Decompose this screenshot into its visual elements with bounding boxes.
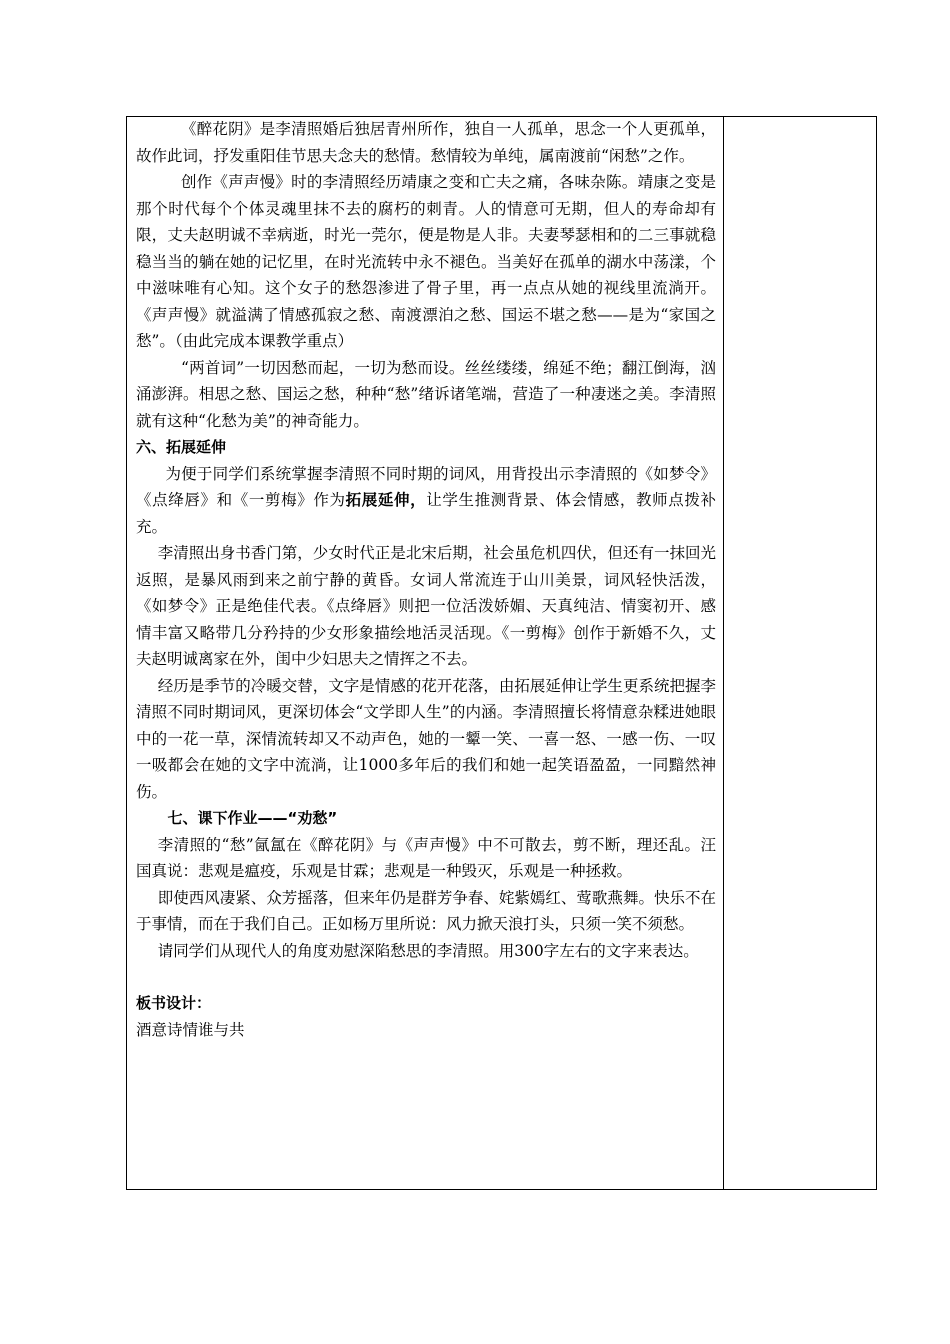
paragraph-homework-1: 李清照的“愁”氤氲在《醉花阴》与《声声慢》中不可散去，剪不断，理还乱。汪国真说：悲观是瘟疫，乐观是甘霖；悲观是一种毁灭，乐观是一种拯救。 xyxy=(136,835,716,880)
section-heading-homework: 七、课下作业——“劝愁” xyxy=(167,809,338,827)
column-divider xyxy=(723,116,724,1190)
extension-intro-bold: 拓展延伸， xyxy=(345,491,427,509)
paragraph-zuihuayin: 《醉花阴》是李清照婚后独居青州所作，独自一人孤单，思念一个人更孤单，故作此词，抒发重阳佳节思夫念夫的愁情。愁情较为单纯，属南渡前“闲愁”之作。 xyxy=(136,120,716,165)
extension-intro-rest: 让学生推测背景、体会情感，教师点拨补充。 xyxy=(136,491,716,536)
paragraph-homework-3: 请同学们从现代人的角度劝慰深陷愁思的李清照。用300字左右的文字来表达。 xyxy=(157,941,699,960)
paragraph-extension-intro xyxy=(136,461,716,541)
extension-intro-text: 为便于同学们系统掌握李清照不同时期的词风，用背投出示李清照的《如梦令》《点绛唇》和《一剪梅》作为 xyxy=(136,464,716,509)
section-heading-extension: 六、拓展延伸 xyxy=(136,438,227,456)
board-design-line: 酒意诗情谁与共 xyxy=(136,1020,245,1039)
spacer xyxy=(136,964,716,990)
paragraph-two-poems: “两首词”一切因愁而起，一切为愁而设。丝丝缕缕，绵延不绝；翻江倒海，汹涌澎湃。相思之愁、国运之愁，种种“愁”绪诉诸笔端，营造了一种凄迷之美。李清照就有这种“化愁为美”的神奇能力。 xyxy=(136,358,716,430)
board-design-heading: 板书设计： xyxy=(136,994,212,1012)
paragraph-literature-life: 经历是季节的冷暖交替，文字是情感的花开花落，由拓展延伸让学生更系统把握李清照不同时期词风，更深切体会“文学即人生”的内涵。李清照擅长将情意杂糅进她眼中的一花一草，深情流转却又不动声色，她的一颦一笑、一喜一怒、一感一伤、一叹一吸都会在她的文字中流淌，让1000多年后的我们和她一起笑语盈盈，一同黯然神伤。 xyxy=(136,676,716,801)
paragraph-early-style: 李清照出身书香门第，少女时代正是北宋后期，社会虽危机四伏，但还有一抹回光返照，是暴风雨到来之前宁静的黄昏。女词人常流连于山川美景，词风轻快活泼，《如梦令》正是绝佳代表。《点绛唇》则把一位活泼娇媚、天真纯洁、情窦初开、感情丰富又略带几分矜持的少女形象描绘地活灵活现。《一剪梅》创作于新婚不久，丈夫赵明诚离家在外，闺中少妇思夫之情挥之不去。 xyxy=(136,544,716,668)
paragraph-shengshengman: 创作《声声慢》时的李清照经历靖康之变和亡夫之痛，各味杂陈。靖康之变是那个时代每个个体灵魂里抹不去的腐朽的刺青。人的情意可无期，但人的寿命却有限，丈夫赵明诚不幸病逝，时光一莞尔，便是物是人非。夫妻琴瑟相和的二三事就稳稳当当的躺在她的记忆里，在时光流转中永不褪色。当美好在孤单的湖水中荡漾，个中滋味唯有心知。这个女子的愁怨渗进了骨子里，再一点点从她的视线里流淌开。《声声慢》就溢满了情感孤寂之愁、南渡漂泊之愁、国运不堪之愁——是为“家国之愁”。（由此完成本课教学重点） xyxy=(136,173,716,350)
main-content-cell xyxy=(136,116,716,1043)
paragraph-homework-2: 即使西风凄紧、众芳摇落，但来年仍是群芳争春、姹紫嫣红、莺歌燕舞。快乐不在于事情，而在于我们自己。正如杨万里所说：风力掀天浪打头，只须一笑不须愁。 xyxy=(136,888,716,933)
